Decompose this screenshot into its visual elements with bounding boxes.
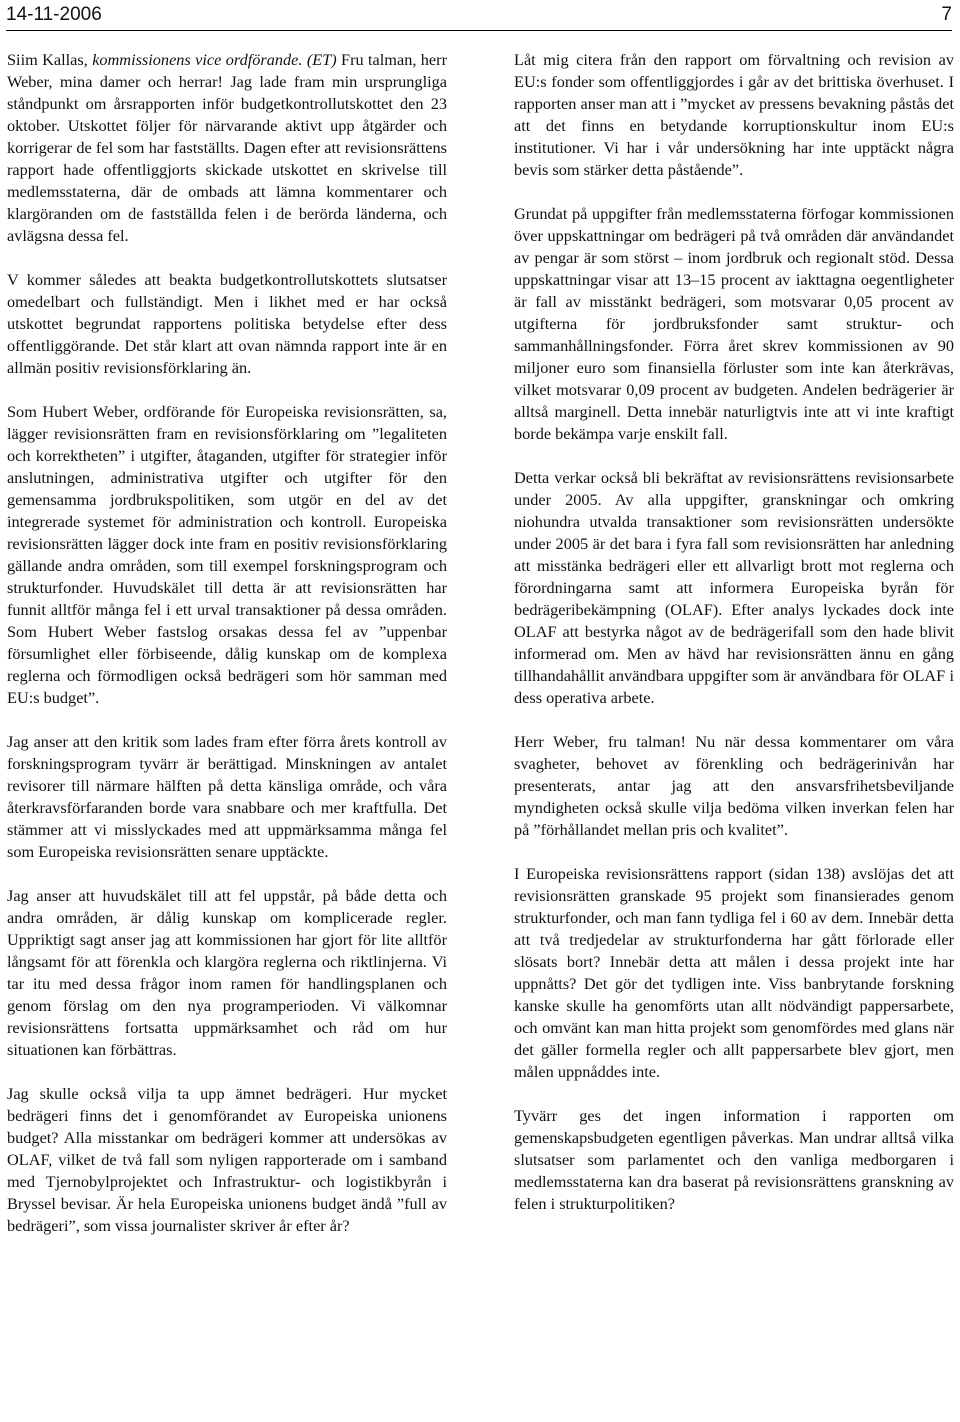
header-date: 14-11-2006	[6, 4, 102, 25]
speaker-name: Siim Kallas,	[7, 50, 88, 69]
paragraph: Tyvärr ges det ingen information i rapporten om gemenskapsbudgeten egentligen påverkas. Man undrar alltså vilka slutsatser som parlamentet och den vanliga medborgaren i medlemsstaterna kan dra baserat på revisionsrättens granskning av felen i strukturpolitiken?	[514, 1106, 954, 1213]
page-header	[6, 0, 952, 31]
speaker-role: kommissionens vice ordförande.	[92, 50, 303, 69]
paragraph: Detta verkar också bli bekräftat av revisionsrättens revisionsarbete under 2005. Av alla uppgifter, granskningar och omkring niohundra utvalda transaktioner som revisionsrätten undersökte under 2005 är det bara i fyra fall som revisionsrätten har anledning att misstänka bedrägeri eller ett allvarligt brott mot reglerna och förordningarna samt att informera Europeiska byrån för bedrägeribekämpning (OLAF). Efter analys lyckades dock inte OLAF att bestyrka något av de bedrägerifall som den hade blivit informerad om. Men av hävd har revisionsrätten ännu en gång tillhandahållit användbara uppgifter som är användbara för OLAF i dess operativa arbete.	[514, 468, 954, 707]
paragraph: Jag skulle också vilja ta upp ämnet bedrägeri. Hur mycket bedrägeri finns det i genomförandet av Europeiska unionens budget? Alla misstankar om bedrägeri kommer att undersökas av OLAF, vilket de två fall som nyligen rapporterade om i samband med Tjernobylprojektet och Infrastruktur- och logistikbyrån i Bryssel bevisar. Är hela Europeiska unionens budget ändå ”full av bedrägeri”, som vissa journalister skriver år efter år?	[7, 1084, 447, 1235]
paragraph: Låt mig citera från den rapport om förvaltning och revision av EU:s fonder som offentliggjordes i går av det brittiska överhuset. I rapporten anser man att i ”mycket av pressens bevakning påstås det att det finns en betydande korruptionskultur inom EU:s institutioner. Vi har i vår undersökning har inte upptäckt några bevis som stärker detta påstående”.	[514, 50, 954, 179]
paragraph: I Europeiska revisionsrättens rapport (sidan 138) avslöjas det att revisionsrätten granskade 95 projekt som finansierades genom strukturfonder, och man fann tydliga fel i 60 av dem. Innebär detta att två tredjedelar av strukturfonderna har gått förlorade eller slösats bort? Innebär detta att målen i dessa projekt inte har uppnåtts? Det gör det tydligen inte. Viss banbrytande forskning kanske skulle ha genomförts utan allt nödvändigt pappersarbete, och omvänt kan man hitta projekt som genomfördes med glans när det gäller formella regler och allt pappersarbete blev gjort, men målen uppnåddes inte.	[514, 864, 954, 1081]
left-column	[7, 49, 447, 1259]
language-tag: (ET)	[306, 50, 337, 69]
paragraph: Jag anser att den kritik som lades fram efter förra årets kontroll av forskningsprogram tyvärr är berättigad. Minskningen av antalet revisorer till närmare hälften på detta känsliga område, och våra återkravsförfaranden borde vara snabbare och mer kraftfulla. Det stämmer att vi misslyckades med att uppmärksamma många fel som Europeiska revisionsrätten senare upptäckte.	[7, 732, 447, 861]
paragraph	[7, 49, 447, 247]
paragraph: V kommer således att beakta budgetkontrollutskottets slutsatser omedelbart och fullständigt. Men i likhet med er har också utskottet begrundat rapportens politiska betydelse efter dess offentliggörande. Det står klart att ovan nämnda rapport inte är en allmän positiv revisionsförklaring än.	[7, 270, 447, 377]
page-number: 7	[941, 4, 952, 25]
paragraph: Grundat på uppgifter från medlemsstaterna förfogar kommissionen över uppskattningar om bedrägeri på två områden där användandet av pengar är som störst – inom jordbruk och regionalt stöd. Dessa uppskattningar visar att 13–15 procent av iakttagna oegentligheter är fall av misstänkt bedrägeri, som motsvarar 0,05 procent av utgifterna för jordbruksfonder samt struktur- och sammanhållningsfonder. Förra året skrev kommissionen av 90 miljoner euro som finansiella förluster som inte kan återkrävas, vilket motsvarar 0,09 procent av budgeten. Andelen bedrägerier är alltså marginell. Detta innebär naturligtvis inte att vi inte kraftigt borde bekämpa varje enskilt fall.	[514, 204, 954, 443]
paragraph: Som Hubert Weber, ordförande för Europeiska revisionsrätten, sa, lägger revisionsrätten fram en revisionsförklaring om ”legaliteten och korrektheten” i utgifter, åtaganden, utgifter för strategier inför anslutningen, administrativa utgifter och utgifter för den gemensamma jordbrukspolitiken, som utgör en del av det integrerade systemet för administration och kontroll. Europeiska revisionsrätten lägger dock inte fram en positiv revisionsförklaring gällande andra områden, som till exempel forskningsprogram och strukturfonder. Huvudskälet till detta är att revisionsrätten har funnit alltför många fel i ett urval transaktioner på dessa områden. Som Hubert Weber fastslog orsakas dessa fel av ”uppenbar försumlighet eller förbiseende, dålig kunskap om de komplexa reglerna och förmodligen också bedrägeri som hör samman med EU:s budget”.	[7, 402, 447, 707]
paragraph: Herr Weber, fru talman! Nu när dessa kommentarer om våra svagheter, behovet av förenkling och bedrägerinivån har presenterats, antar jag att den ansvarsfrihetsbeviljande myndigheten också skulle vilja bedöma vilken inverkan felen har på ”förhållandet mellan pris och kvalitet”.	[514, 732, 954, 839]
right-column	[514, 49, 954, 1237]
paragraph-text: Fru talman, herr Weber, mina damer och herrar! Jag lade fram min ursprungliga ståndpunkt om årsrapporten inför budgetkontrollutskottet den 23 oktober. Utskottet följer för närvarande aktivt upp åtgärder och korrigerar de fel som har fastställts. Dagen efter att revisionsrättens rapport hade offentliggjorts skickade utskottet en skrivelse till medlemsstaterna, där de ombads att lämna kommentarer och klargöranden om de fastställda felen i de berörda länderna, och avlägsna dessa fel.	[7, 50, 447, 245]
paragraph: Jag anser att huvudskälet till att fel uppstår, på både detta och andra områden, är dålig kunskap om komplicerade regler. Uppriktigt sagt anser jag att kommissionen har gjort för lite alltför långsamt för att förenkla och klargöra reglerna och riktlinjerna. Vi tar itu med dessa frågor inom ramen för handlingsplanen och genom förslag om den nya programperioden. Vi välkomnar revisionsrättens fortsatta uppmärksamhet och råd om hur situationen kan förbättras.	[7, 886, 447, 1059]
